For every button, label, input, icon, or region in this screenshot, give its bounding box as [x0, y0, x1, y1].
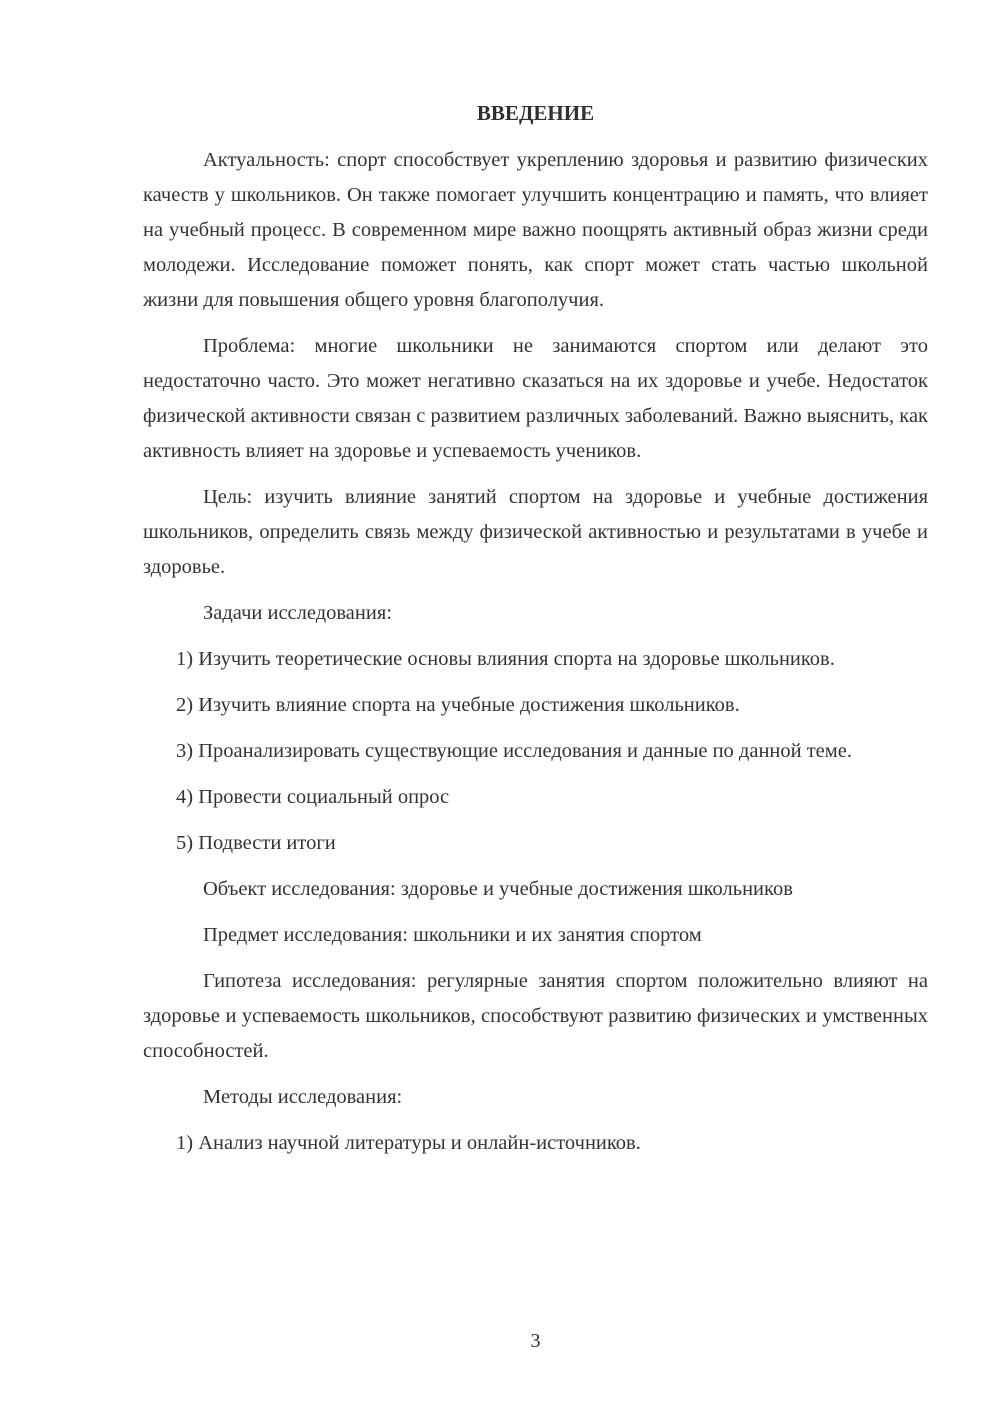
paragraph-object: Объект исследования: здоровье и учебные достижения школьников — [203, 878, 793, 900]
task-item-1: 1) Изучить теоретические основы влияния спорта на здоровье школьников. — [176, 648, 835, 670]
paragraph-subject: Предмет исследования: школьники и их занятия спортом — [203, 924, 702, 946]
paragraph-goal: Цель: изучить влияние занятий спортом на здоровье и учебные достижения школьников, определить связь между физической активностью и результатами в учебе и здоровье. — [143, 486, 928, 578]
method-item-1: 1) Анализ научной литературы и онлайн-источников. — [176, 1132, 641, 1154]
task-item-3: 3) Проанализировать существующие исследования и данные по данной теме. — [176, 740, 852, 762]
page-number: 3 — [530, 1330, 541, 1352]
document-title: ВВЕДЕНИЕ — [476, 101, 595, 125]
tasks-heading: Задачи исследования: — [203, 602, 392, 624]
paragraph-problem: Проблема: многие школьники не занимаются спортом или делают это недостаточно часто. Это может негативно сказаться на их здоровье и учебе. Недостаток физической активности связан с развитием различных заболеваний. Важно выяснить, как активность влияет на здоровье и успеваемость учеников. — [143, 335, 928, 462]
task-item-4: 4) Провести социальный опрос — [176, 786, 450, 808]
paragraph-hypothesis: Гипотеза исследования: регулярные занятия спортом положительно влияют на здоровье и успеваемость школьников, способствуют развитию физических и умственных способностей. — [143, 970, 928, 1062]
paragraph-relevance: Актуальность: спорт способствует укреплению здоровья и развитию физических качеств у школьников. Он также помогает улучшить концентрацию и память, что влияет на учебный процесс. В современном мире важно поощрять активный образ жизни среди молодежи. Исследование поможет понять, как спорт может стать частью школьной жизни для повышения общего уровня благополучия. — [143, 149, 928, 311]
task-item-5: 5) Подвести итоги — [176, 832, 336, 854]
task-item-2: 2) Изучить влияние спорта на учебные достижения школьников. — [176, 694, 740, 716]
methods-heading: Методы исследования: — [203, 1086, 403, 1108]
